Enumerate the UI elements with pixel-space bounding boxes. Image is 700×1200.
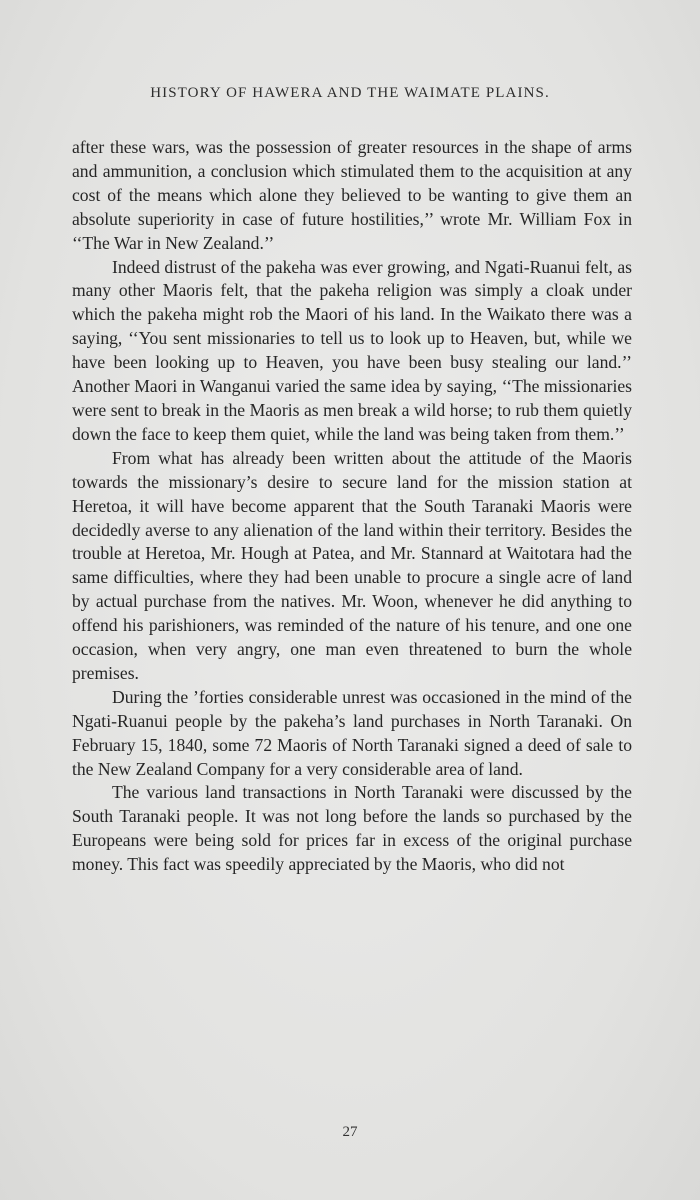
paragraph-4: During the ’forties considerable unrest was occasioned in the mind of the Ngati-Ruanui people by the pakeha’s land purchases in North Taranaki. On February 15, 1840, some 72 Maoris of North Taranaki signed a deed of sale to the New Zealand Company for a very considerable area of land.: [72, 686, 632, 779]
page-number: 27: [342, 1124, 358, 1140]
paragraph-5: The various land transactions in North Taranaki were discussed by the South Taranaki people. It was not long before the lands so purchased by the Europeans were being sold for prices far in excess of the original purchase money. This fact was speedily appreciated by the Maoris, who did not: [72, 782, 632, 875]
running-head: HISTORY OF HAWERA AND THE WAIMATE PLAINS.: [150, 85, 550, 101]
paragraph-1: after these wars, was the possession of greater resources in the shape of arms and ammunition, a conclusion which stimulated them to the acquisition at any cost of the means which alone they believed to be wanting to give them an absolute superiority in case of future hostilities,’’ wrote Mr. William Fox in ‘‘The War in New Zealand.’’: [72, 137, 632, 253]
body-text: [72, 136, 632, 877]
paragraph-2: Indeed distrust of the pakeha was ever growing, and Ngati-Ruanui felt, as many other Maoris felt, that the pakeha religion was simply a cloak under which the pakeha might rob the Maori of his land. In the Waikato there was a saying, ‘‘You sent missionaries to tell us to look up to Heaven, but, while we have been looking up to Heaven, you have been busy stealing our land.’’ Another Maori in Wanganui varied the same idea by saying, ‘‘The missionaries were sent to break in the Maoris as men break a wild horse; to rub them quietly down the face to keep them quiet, while the land was being taken from them.’’: [72, 256, 632, 444]
paragraph-3: From what has already been written about the attitude of the Maoris towards the missionary’s desire to secure land for the mission station at Heretoa, it will have become apparent that the South Taranaki Maoris were decidedly averse to any alienation of the land within their territory. Besides the trouble at Heretoa, Mr. Hough at Patea, and Mr. Stannard at Waitotara had the same difficulties, where they had been unable to procure a single acre of land by actual purchase from the natives. Mr. Woon, whenever he did anything to offend his parishioners, was reminded of the nature of his tenure, and one one occasion, when very angry, one man even threatened to burn the whole premises.: [72, 447, 632, 683]
